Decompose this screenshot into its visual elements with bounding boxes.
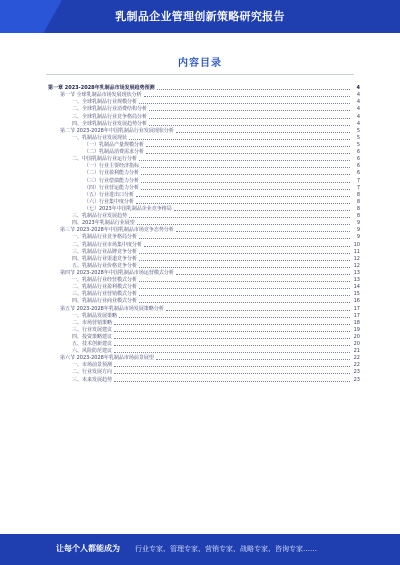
- document-page: [40, 44, 360, 529]
- toc-entry[interactable]: [48, 248, 360, 255]
- toc-leader-dots: [176, 132, 350, 133]
- toc-entry[interactable]: [48, 141, 360, 148]
- toc-entry-page: 6: [356, 149, 360, 156]
- toc-entry-title: 二、中国乳制品行业运行分析: [72, 156, 138, 163]
- toc-leader-dots: [146, 146, 350, 147]
- toc-entry-page: 6: [356, 170, 360, 177]
- toc-heading: 内容目录: [178, 58, 222, 69]
- toc-entry-page: 5: [356, 127, 360, 134]
- toc-entry-title: 一、乳制品行业竞争格局分析: [72, 234, 138, 241]
- toc-entry-title: 三、行业发展建议: [72, 326, 113, 333]
- toc-entry[interactable]: [48, 304, 360, 311]
- toc-entry[interactable]: [48, 148, 360, 155]
- toc-entry-page: 23: [353, 369, 360, 376]
- toc-entry-title: 三、未来发展趋势: [72, 376, 113, 383]
- toc-leader-dots: [149, 125, 350, 126]
- toc-entry-title: 第三节 2023-2028年中国乳制品市场竞争态势分析: [60, 227, 174, 234]
- toc-entry-title: 第一节 全球乳制品市场发展现状分析: [60, 92, 142, 99]
- toc-entry[interactable]: [48, 361, 360, 368]
- toc-leader-dots: [136, 196, 350, 197]
- toc-entry-title: 四、投资策略建议: [72, 333, 113, 340]
- toc-entry-page: 4: [356, 113, 360, 120]
- toc-leader-dots: [141, 182, 350, 183]
- toc-entry-title: 二、乳制品行业市场集中度分析: [72, 241, 143, 248]
- toc-entry-title: 三、全球乳制品行业竞争格局分析: [72, 113, 148, 120]
- toc-entry[interactable]: [48, 226, 360, 233]
- toc-leader-dots: [129, 217, 350, 218]
- toc-entry-page: 20: [353, 333, 360, 340]
- toc-entry-page: 7: [356, 177, 360, 184]
- toc-entry-title: 五、技术创新建议: [72, 341, 113, 348]
- toc-entry[interactable]: [48, 120, 360, 127]
- toc-entry-page: 12: [353, 262, 360, 269]
- toc-entry-page: 12: [353, 255, 360, 262]
- toc-entry-title: 四、全球乳制品行业发展趋势分析: [72, 120, 148, 127]
- toc-entry-page: 14: [353, 284, 360, 291]
- toc-entry-title: 第四节 2023-2028年中国乳制品市场运营模式分析: [60, 269, 174, 276]
- toc-entry[interactable]: [48, 319, 360, 326]
- toc-leader-dots: [139, 260, 350, 261]
- toc-leader-dots: [141, 167, 350, 168]
- toc-leader-dots: [139, 302, 350, 303]
- toc-entry[interactable]: [48, 112, 360, 119]
- toc-entry[interactable]: [48, 191, 360, 198]
- toc-entry[interactable]: [48, 105, 360, 112]
- toc-entry-title: 四、乳制品行业商业模式分析: [72, 298, 138, 305]
- toc-entry-page: 8: [356, 213, 360, 220]
- toc-entry-title: （六）行业集中度分析: [84, 198, 135, 205]
- toc-entry-page: 8: [356, 198, 360, 205]
- toc-entry-page: 17: [353, 305, 360, 312]
- toc-entry-page: 11: [353, 248, 360, 255]
- toc-leader-dots: [136, 203, 350, 204]
- toc-entry-page: 22: [353, 355, 360, 362]
- toc-entry[interactable]: [48, 134, 360, 141]
- toc-entry-title: 四、2023年乳制品行业展望: [72, 220, 135, 227]
- toc-leader-dots: [139, 295, 350, 296]
- toc-entry-page: 4: [356, 99, 360, 106]
- toc-entry-title: （二）乳制品消费需求分析: [84, 149, 145, 156]
- toc-entry[interactable]: [48, 354, 360, 361]
- toc-leader-dots: [139, 103, 350, 104]
- toc-entry[interactable]: [48, 219, 360, 226]
- toc-leader-dots: [139, 160, 350, 161]
- toc-entry-page: 22: [353, 362, 360, 369]
- toc-entry-page: 4: [356, 92, 360, 99]
- toc-leader-dots: [174, 210, 350, 211]
- toc-leader-dots: [129, 139, 350, 140]
- toc-leader-dots: [141, 174, 350, 175]
- toc-entry-page: 5: [356, 141, 360, 148]
- toc-entry-title: 一、乳制品发展策略: [72, 312, 118, 319]
- toc-entry[interactable]: [48, 212, 360, 219]
- toc-entry-title: 一、乳制品行业发展现状: [72, 134, 128, 141]
- toc-entry[interactable]: [48, 333, 360, 340]
- toc-entry-page: 5: [356, 134, 360, 141]
- toc-entry-page: 20: [353, 341, 360, 348]
- toc-entry[interactable]: [48, 205, 360, 212]
- document-title: 乳制品企业管理创新策略研究报告: [115, 10, 285, 23]
- toc-entry-page: 18: [353, 319, 360, 326]
- toc-entry[interactable]: [48, 91, 360, 98]
- toc-entry[interactable]: [48, 184, 360, 191]
- toc-leader-dots: [156, 359, 350, 360]
- toc-entry-title: 四、乳制品行业渠道竞争分析: [72, 255, 138, 262]
- toc-entry-title: 三、乳制品行业品牌竞争分析: [72, 248, 138, 255]
- toc-entry[interactable]: [48, 127, 360, 134]
- toc-entry-title: 二、行业发展方向: [72, 369, 113, 376]
- toc-entry-page: 13: [353, 269, 360, 276]
- toc-entry-page: 17: [353, 312, 360, 319]
- toc-leader-dots: [114, 345, 350, 346]
- toc-entry-page: 10: [353, 241, 360, 248]
- toc-leader-dots: [157, 89, 350, 90]
- toc-entry[interactable]: [48, 312, 360, 319]
- toc-entry-page: 16: [353, 298, 360, 305]
- toc-entry-title: （三）行业偿债能力分析: [84, 177, 140, 184]
- toc-entry[interactable]: [48, 155, 360, 162]
- toc-leader-dots: [137, 224, 350, 225]
- toc-entry-page: 6: [356, 163, 360, 170]
- toc-entry-title: 第一章 2023-2028年乳制品市场发展趋势预测: [48, 85, 155, 92]
- toc-entry[interactable]: [48, 169, 360, 176]
- toc-entry-page: 8: [356, 191, 360, 198]
- toc-entry-title: （一）乳制品产量规模分析: [84, 141, 145, 148]
- footer-tagline: 行业专家、管理专家、营销专家、战略专家、咨询专家……: [135, 545, 317, 553]
- toc-entry-title: 第六节 2023-2028年乳制品市场前景展望: [60, 355, 154, 362]
- toc-leader-dots: [149, 118, 350, 119]
- toc-entry[interactable]: [48, 162, 360, 169]
- toc-entry-title: 二、全球乳制品行业消费结构分析: [72, 106, 148, 113]
- toc-entry-page: 9: [356, 227, 360, 234]
- toc-entry[interactable]: [48, 276, 360, 283]
- toc-leader-dots: [139, 281, 350, 282]
- toc-entry-title: 三、乳制品行业发展趋势: [72, 213, 128, 220]
- toc-entry[interactable]: [48, 255, 360, 262]
- toc-entry[interactable]: [48, 340, 360, 347]
- toc-entry[interactable]: [48, 262, 360, 269]
- toc-leader-dots: [114, 373, 350, 374]
- toc-entry-page: 15: [353, 291, 360, 298]
- toc-entry-page: 21: [353, 348, 360, 355]
- toc-entry[interactable]: [48, 233, 360, 240]
- toc-list: [48, 84, 360, 383]
- toc-leader-dots: [114, 352, 350, 353]
- footer-banner: [0, 534, 400, 565]
- toc-entry-title: 一、乳制品行业经营模式分析: [72, 277, 138, 284]
- toc-leader-dots: [114, 381, 350, 382]
- toc-entry[interactable]: [48, 326, 360, 333]
- toc-entry[interactable]: [48, 375, 360, 382]
- toc-entry[interactable]: [48, 297, 360, 304]
- toc-entry-title: 第五节 2023-2028年乳制品市场发展策略分析: [60, 305, 164, 312]
- toc-leader-dots: [139, 288, 350, 289]
- toc-leader-dots: [176, 274, 350, 275]
- toc-leader-dots: [141, 189, 350, 190]
- toc-leader-dots: [114, 366, 350, 367]
- toc-entry-title: （二）行业盈利能力分析: [84, 170, 140, 177]
- toc-entry-page: 9: [356, 234, 360, 241]
- footer-slogan: 让每个人都能成为: [56, 544, 120, 553]
- toc-entry-title: 第二节 2023-2028年中国乳制品行业发展现状分析: [60, 127, 174, 134]
- toc-entry-page: 19: [353, 326, 360, 333]
- toc-leader-dots: [144, 246, 350, 247]
- toc-entry-page: 9: [356, 220, 360, 227]
- toc-entry[interactable]: [48, 176, 360, 183]
- toc-entry[interactable]: [48, 347, 360, 354]
- toc-leader-dots: [139, 267, 350, 268]
- toc-leader-dots: [176, 231, 350, 232]
- toc-leader-dots: [146, 153, 350, 154]
- toc-entry-page: 4: [356, 120, 360, 127]
- toc-entry[interactable]: [48, 84, 360, 91]
- toc-entry[interactable]: [48, 283, 360, 290]
- toc-entry-title: （四）行业营运能力分析: [84, 184, 140, 191]
- toc-entry-title: 二、乳制品行业盈利模式分析: [72, 284, 138, 291]
- toc-leader-dots: [114, 324, 350, 325]
- toc-entry-page: 4: [356, 106, 360, 113]
- toc-entry-title: （七）2023年中国乳制品企业竞争格局: [84, 205, 172, 212]
- toc-leader-dots: [114, 331, 350, 332]
- toc-entry-title: 一、全球乳制品行业规模分析: [72, 99, 138, 106]
- header-banner: [0, 0, 400, 33]
- toc-leader-dots: [149, 110, 350, 111]
- toc-leader-dots: [114, 338, 350, 339]
- toc-entry-page: 23: [353, 376, 360, 383]
- toc-leader-dots: [139, 253, 350, 254]
- toc-entry[interactable]: [48, 290, 360, 297]
- toc-entry[interactable]: [48, 240, 360, 247]
- toc-leader-dots: [166, 310, 350, 311]
- toc-entry-title: 五、乳制品行业价格竞争分析: [72, 262, 138, 269]
- toc-entry[interactable]: [48, 98, 360, 105]
- toc-entry[interactable]: [48, 368, 360, 375]
- toc-entry-title: 二、市场营销策略: [72, 319, 113, 326]
- toc-leader-dots: [144, 96, 350, 97]
- toc-leader-dots: [139, 238, 350, 239]
- toc-entry-page: 13: [353, 277, 360, 284]
- toc-entry[interactable]: [48, 269, 360, 276]
- toc-entry-page: 4: [356, 85, 360, 92]
- toc-entry[interactable]: [48, 198, 360, 205]
- toc-entry-page: 8: [356, 205, 360, 212]
- toc-entry-title: 六、风险防范建议: [72, 348, 113, 355]
- toc-divider: [46, 74, 354, 75]
- toc-entry-title: （五）行业进出口分析: [84, 191, 135, 198]
- toc-entry-title: 三、乳制品行业营销模式分析: [72, 291, 138, 298]
- toc-entry-title: 一、市场前景预测: [72, 362, 113, 369]
- toc-entry-page: 6: [356, 156, 360, 163]
- toc-entry-title: （一）行业主要经济指标: [84, 163, 140, 170]
- toc-leader-dots: [119, 317, 350, 318]
- toc-entry-page: 7: [356, 184, 360, 191]
